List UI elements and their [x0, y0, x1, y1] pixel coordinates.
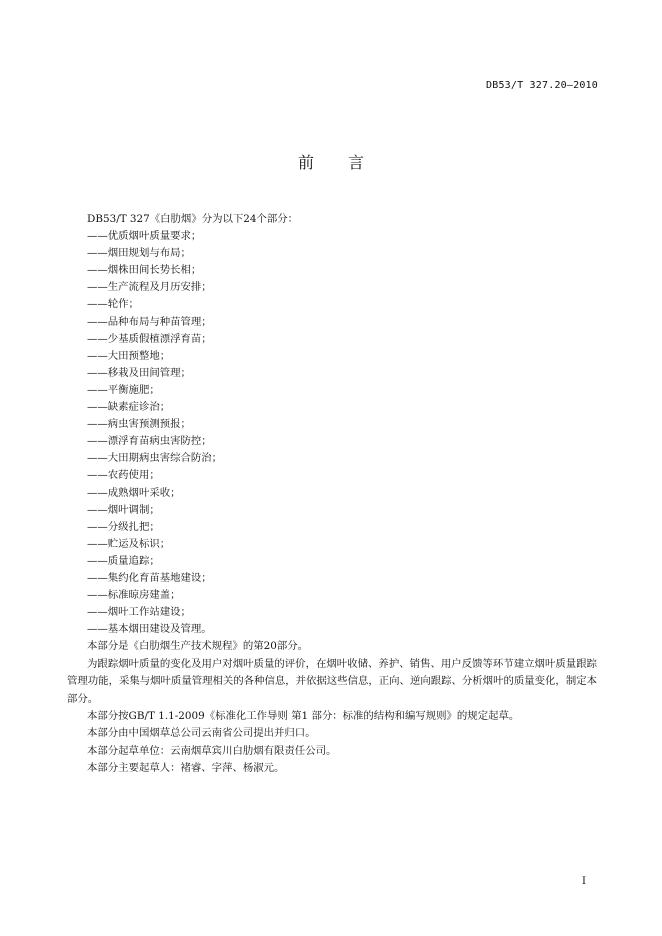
list-item: ——病虫害预测预报；: [87, 418, 191, 431]
list-item: ——生产流程及月历安排；: [87, 281, 212, 294]
list-item: ——质量追踪；: [87, 554, 160, 567]
list-item: ——烟株田间长势长相；: [87, 264, 202, 277]
intro-line: DB53/T 327《白肋烟》分为以下24个部分：: [87, 213, 299, 225]
list-item: ——烟叶调制；: [87, 503, 160, 516]
parts-list: [67, 228, 597, 638]
paragraph-proposer: 本部分由中国烟草总公司云南省公司提出并归口。: [87, 727, 316, 740]
list-item: ——贮运及标识；: [87, 537, 171, 550]
paragraph-drafters: 本部分主要起草人：褚睿、字萍、杨淑元。: [87, 762, 285, 775]
list-item: ——优质烟叶质量要求；: [87, 230, 202, 243]
list-item: ——漂浮育苗病虫害防控；: [87, 435, 212, 448]
paragraph-purpose: 为跟踪烟叶质量的变化及用户对烟叶质量的评价，在烟叶收储、养护、销售、用户反馈等环节建立烟叶质量跟踪管理功能，采集与烟叶质量管理相关的各种信息，并依据这些信息，正向、逆向跟踪、分析烟叶的质量变化，制定本部分。: [67, 657, 597, 705]
list-item: ——平衡施肥；: [87, 383, 160, 396]
list-item: ——缺素症诊治；: [87, 401, 171, 414]
list-item: ——成熟烟叶采收；: [87, 486, 181, 499]
list-item: ——少基质假植漂浮育苗；: [87, 332, 212, 345]
document-code: DB53/T 327.20—2010: [486, 80, 598, 91]
list-item: ——标准晾房建盖；: [87, 589, 181, 602]
list-item: ——烟叶工作站建设；: [87, 606, 191, 619]
list-item: ——集约化育苗基地建设；: [87, 571, 212, 584]
paragraph-drafting-rules: 本部分按GB/T 1.1-2009《标准化工作导则 第1 部分：标准的结构和编写规则》的规定起草。: [87, 709, 520, 722]
list-item: ——移栽及田间管理；: [87, 366, 191, 379]
list-item: ——轮作；: [87, 298, 139, 311]
list-item: ——烟田规划与布局；: [87, 247, 191, 260]
list-item: ——品种布局与种苗管理；: [87, 315, 212, 328]
list-item: ——分级扎把；: [87, 520, 160, 533]
list-item: ——大田期病虫害综合防治；: [87, 452, 223, 465]
page-title: 前言: [297, 153, 398, 172]
document-body: [67, 211, 597, 778]
paragraph-drafting-unit: 本部分起草单位：云南烟草宾川白肋烟有限责任公司。: [87, 744, 337, 757]
list-item: ——农药使用；: [87, 469, 160, 482]
paragraph-part-number: 本部分是《白肋烟生产技术规程》的第20部分。: [87, 640, 309, 653]
page-number: I: [582, 876, 586, 887]
list-item: ——基本烟田建设及管理。: [87, 623, 212, 636]
list-item: ——大田预整地；: [87, 349, 171, 362]
